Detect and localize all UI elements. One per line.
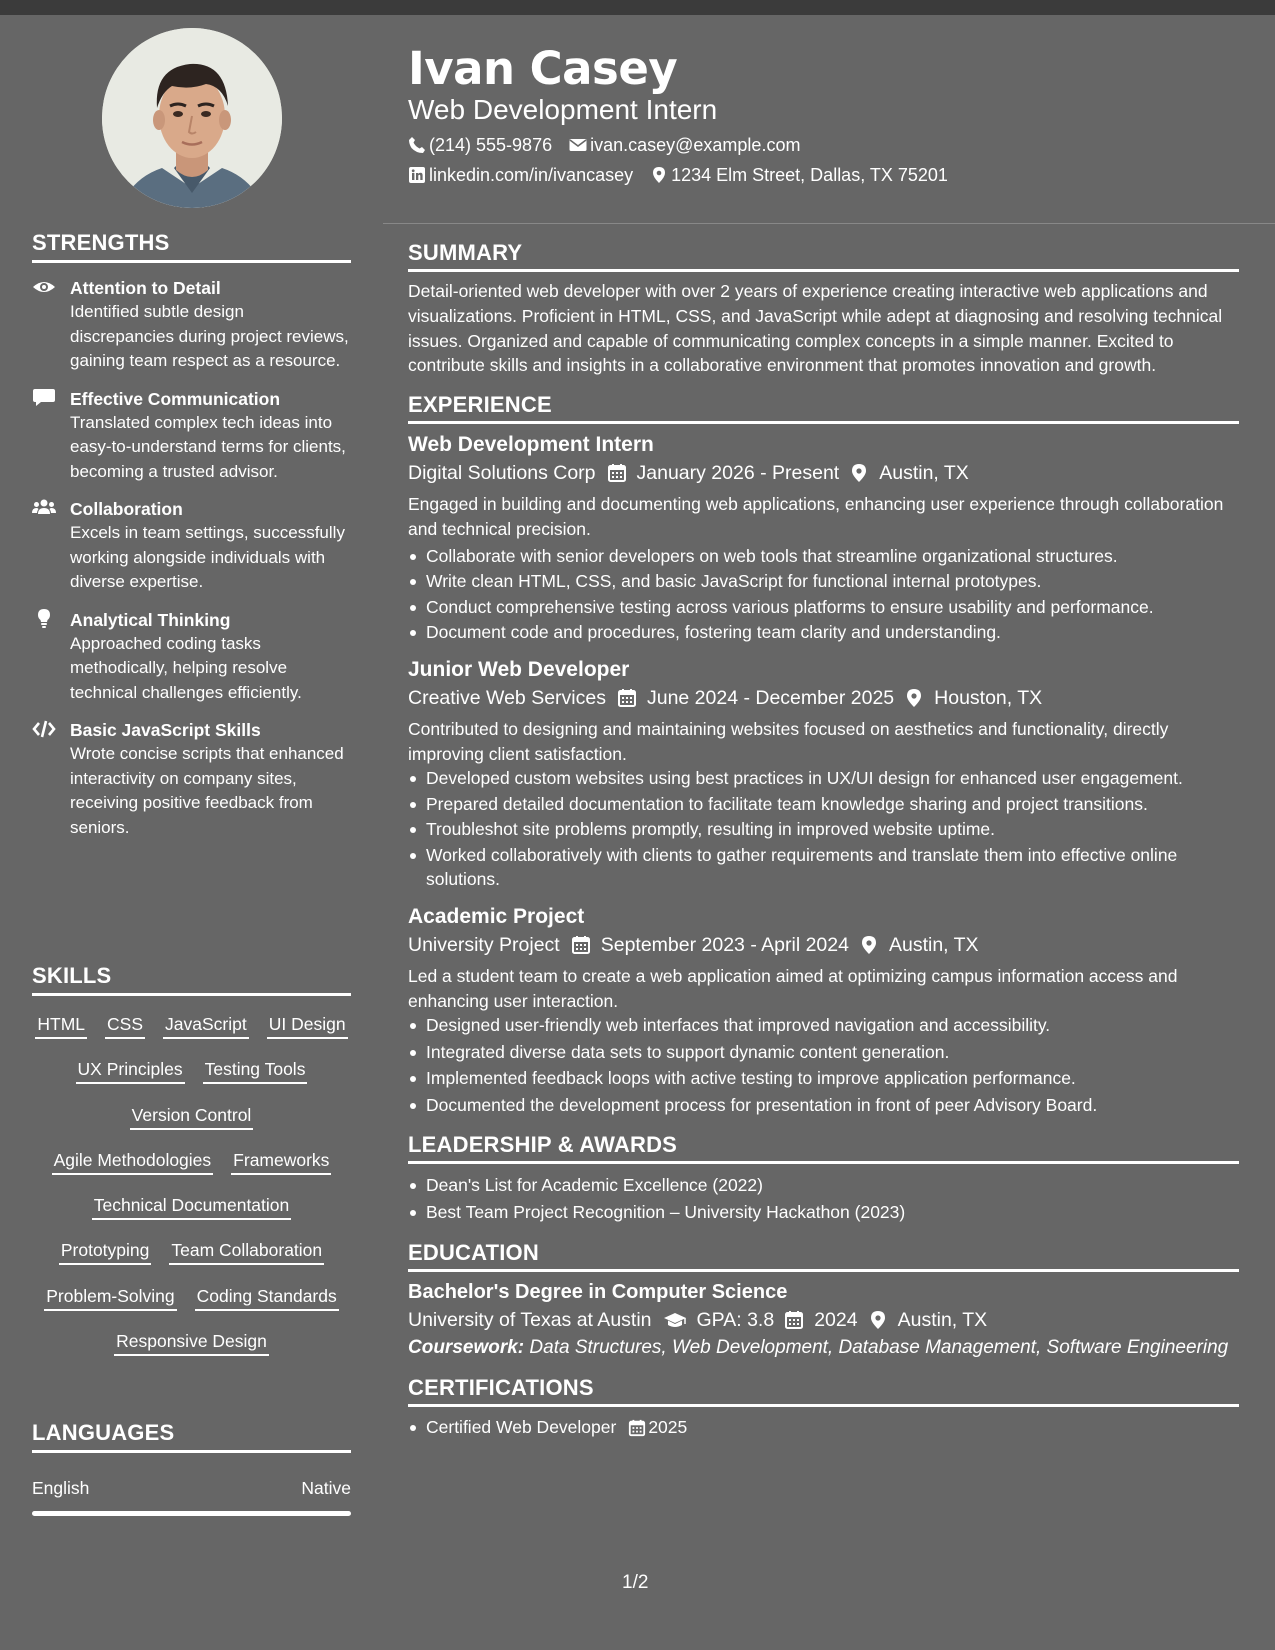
certification-item <box>408 1415 1239 1440</box>
job-meta <box>408 684 1239 712</box>
skill-row <box>32 1103 351 1148</box>
calendar-icon <box>784 1310 804 1330</box>
job-description: Contributed to designing and maintaining websites focused on aesthetics and functionality, directly improving client satisfaction. <box>408 718 1169 764</box>
code-icon <box>32 718 70 840</box>
contact-row <box>408 163 965 187</box>
education-meta <box>408 1306 1239 1334</box>
skill-row <box>32 1238 351 1283</box>
certification-year: 2025 <box>648 1417 688 1438</box>
skills-title: SKILLS <box>32 963 351 996</box>
job-dates: January 2026 - Present <box>636 462 840 485</box>
strength-name: Analytical Thinking <box>70 609 231 630</box>
job-bullet: Troubleshot site problems promptly, resulting in improved website uptime. <box>408 817 1239 842</box>
address-contact <box>650 163 948 187</box>
certifications-title: CERTIFICATIONS <box>408 1374 1239 1407</box>
job-dates: September 2023 - April 2024 <box>600 933 849 956</box>
job-title: Academic Project <box>408 904 585 928</box>
job-bullet: Collaborate with senior developers on web tools that streamline organizational structures. <box>408 544 1239 569</box>
phone-contact <box>408 133 552 157</box>
gpa-text: GPA: 3.8 <box>696 1309 775 1332</box>
job-meta <box>408 931 1239 959</box>
summary-section <box>408 239 1239 378</box>
header-divider <box>383 223 1275 224</box>
strength-name: Effective Communication <box>70 388 281 409</box>
award-item: Best Team Project Recognition – University Hackathon (2023) <box>408 1200 1239 1225</box>
skill-tag: CSS <box>105 1012 145 1039</box>
skills-list <box>32 1012 351 1374</box>
job-bullet: Implemented feedback loops with active testing to improve application performance. <box>408 1066 1239 1091</box>
strength-item <box>32 497 351 595</box>
strength-name: Attention to Detail <box>70 278 221 298</box>
job-bullet: Conduct comprehensive testing across various platforms to ensure usability and performance. <box>408 595 1239 620</box>
calendar-icon <box>607 463 627 483</box>
skill-tag: HTML <box>35 1012 87 1039</box>
language-proficiency-bar <box>32 1511 351 1516</box>
email-text[interactable]: ivan.casey@example.com <box>590 135 801 155</box>
users-icon <box>32 497 70 595</box>
map-pin-icon <box>904 688 924 708</box>
calendar-icon <box>617 688 637 708</box>
summary-text: Detail-oriented web developer with over 2 years of experience creating interactive web applications and visualizations. Proficient in HTML, CSS, and JavaScript while adept at diagnosing and resolving technical issues. Organized and capable of communicating complex concepts in a simple manner. Excited to contribute skills and insights in a collaborative environment that promotes innovation and growth. <box>408 281 1223 376</box>
skill-tag: Problem-Solving <box>44 1284 176 1311</box>
speech-bubble-icon <box>32 387 70 485</box>
skill-tag: Coding Standards <box>195 1284 339 1311</box>
job-bullets <box>408 544 1239 645</box>
right-column <box>408 239 1239 1440</box>
skill-row <box>32 1284 351 1329</box>
job-bullet: Worked collaboratively with clients to gather requirements and translate them into effective online solutions. <box>408 843 1239 892</box>
experience-section <box>408 391 1239 1117</box>
skill-tag: Prototyping <box>59 1238 152 1265</box>
calendar-icon <box>571 935 591 955</box>
job-title: Web Development Intern <box>408 433 654 457</box>
skill-row <box>32 1329 351 1374</box>
linkedin-icon <box>408 166 426 184</box>
awards-title: LEADERSHIP & AWARDS <box>408 1131 1239 1164</box>
graduation-cap-icon <box>663 1310 687 1330</box>
map-pin-icon <box>859 935 879 955</box>
education-section <box>408 1239 1239 1360</box>
contact-row <box>408 133 817 157</box>
map-pin-icon <box>849 463 869 483</box>
strength-item <box>32 718 351 840</box>
skill-row <box>32 1193 351 1238</box>
job-description: Engaged in building and documenting web applications, enhancing user experience through collaboration and technical precision. <box>408 494 1224 539</box>
education-title: EDUCATION <box>408 1239 1239 1272</box>
certifications-section <box>408 1374 1239 1440</box>
map-pin-icon <box>650 166 668 184</box>
job-location: Austin, TX <box>888 933 979 956</box>
award-item: Dean's List for Academic Excellence (2022) <box>408 1173 1239 1198</box>
coursework-label: Coursework: <box>408 1337 525 1359</box>
job-bullet: Document code and procedures, fostering team clarity and understanding. <box>408 620 1239 645</box>
map-pin-icon <box>868 1310 888 1330</box>
skill-tag: JavaScript <box>163 1012 249 1039</box>
skill-tag: Version Control <box>130 1103 254 1130</box>
envelope-icon <box>569 136 587 154</box>
strength-item <box>32 608 351 706</box>
job-bullets <box>408 766 1239 892</box>
email-contact[interactable] <box>569 133 800 157</box>
job-company: Digital Solutions Corp <box>408 462 596 485</box>
skill-row <box>32 1012 351 1057</box>
strength-name: Collaboration <box>70 499 183 519</box>
job-bullets <box>408 1013 1239 1117</box>
page-number: 1/2 <box>622 1572 649 1593</box>
degree-title: Bachelor's Degree in Computer Science <box>408 1281 788 1304</box>
calendar-icon <box>628 1419 646 1437</box>
skill-row <box>32 1148 351 1193</box>
strength-item <box>32 276 351 374</box>
job-company: Creative Web Services <box>408 686 606 709</box>
job-entry <box>408 656 1239 892</box>
eye-icon <box>32 276 70 374</box>
language-name: English <box>32 1478 90 1498</box>
job-dates: June 2024 - December 2025 <box>646 686 895 709</box>
skill-tag: Frameworks <box>231 1148 331 1175</box>
skill-tag: Agile Methodologies <box>52 1148 214 1175</box>
awards-section <box>408 1131 1239 1224</box>
job-bullet: Prepared detailed documentation to facilitate team knowledge sharing and project transitions. <box>408 792 1239 817</box>
strength-item <box>32 387 351 485</box>
skill-tag: Technical Documentation <box>92 1193 292 1220</box>
linkedin-contact[interactable] <box>408 163 633 187</box>
job-bullet: Write clean HTML, CSS, and basic JavaScript for functional internal prototypes. <box>408 569 1239 594</box>
graduation-year: 2024 <box>814 1309 858 1332</box>
job-company: University Project <box>408 933 560 956</box>
certifications-list <box>408 1415 1239 1440</box>
skill-row <box>32 1057 351 1102</box>
job-bullet: Developed custom websites using best practices in UX/UI design for enhanced user engagement. <box>408 766 1239 791</box>
candidate-name: Ivan Casey <box>408 42 678 95</box>
strengths-title: STRENGTHS <box>32 230 351 263</box>
languages-section <box>32 1420 351 1516</box>
skill-tag: Testing Tools <box>203 1057 308 1084</box>
top-bar <box>0 0 1275 15</box>
languages-title: LANGUAGES <box>32 1420 351 1453</box>
phone-icon <box>408 136 426 154</box>
job-entry <box>408 431 1239 645</box>
awards-list <box>408 1173 1239 1224</box>
lightbulb-icon <box>32 608 70 706</box>
job-title: Junior Web Developer <box>408 657 630 681</box>
strength-desc: Approached coding tasks methodically, helping resolve technical challenges efficiently. <box>70 633 302 702</box>
language-level: Native <box>301 1478 351 1498</box>
strength-name: Basic JavaScript Skills <box>70 720 261 740</box>
strengths-section <box>32 230 351 840</box>
strength-desc: Translated complex tech ideas into easy-to-understand terms for clients, becoming a trusted advisor. <box>70 412 346 481</box>
phone-text: (214) 555-9876 <box>429 135 553 155</box>
profile-photo <box>102 28 282 208</box>
skill-tag: Responsive Design <box>114 1329 269 1356</box>
skill-tag: UI Design <box>267 1012 348 1039</box>
portrait-image <box>102 28 282 208</box>
strength-desc: Wrote concise scripts that enhanced interactivity on company sites, receiving positive feedback from seniors. <box>70 744 344 837</box>
strength-desc: Excels in team settings, successfully working alongside individuals with diverse expertise. <box>70 523 345 591</box>
certification-name: Certified Web Developer <box>426 1417 617 1438</box>
skill-tag: Team Collaboration <box>169 1238 324 1265</box>
skills-section <box>32 963 351 1374</box>
address-text: 1234 Elm Street, Dallas, TX 75201 <box>671 165 948 185</box>
job-bullet: Documented the development process for presentation in front of peer Advisory Board. <box>408 1093 1239 1118</box>
job-meta <box>408 459 1239 487</box>
school-name: University of Texas at Austin <box>408 1309 652 1332</box>
coursework-text: Data Structures, Web Development, Database Management, Software Engineering <box>529 1337 1229 1359</box>
job-entry <box>408 903 1239 1118</box>
job-location: Austin, TX <box>879 462 969 485</box>
skill-tag: UX Principles <box>76 1057 185 1084</box>
summary-title: SUMMARY <box>408 239 1239 272</box>
coursework <box>408 1335 1239 1360</box>
job-bullet: Designed user-friendly web interfaces that improved navigation and accessibility. <box>408 1013 1239 1038</box>
job-description: Led a student team to create a web application aimed at optimizing campus information access and enhancing user interaction. <box>408 965 1178 1011</box>
language-item <box>32 1478 351 1499</box>
job-location: Houston, TX <box>934 686 1043 709</box>
experience-title: EXPERIENCE <box>408 391 1239 424</box>
strength-desc: Identified subtle design discrepancies during project reviews, gaining team respect as a resource. <box>70 302 349 370</box>
school-location: Austin, TX <box>897 1309 988 1332</box>
linkedin-text[interactable]: linkedin.com/in/ivancasey <box>429 165 634 185</box>
candidate-role: Web Development Intern <box>408 94 718 125</box>
job-bullet: Integrated diverse data sets to support dynamic content generation. <box>408 1040 1239 1065</box>
